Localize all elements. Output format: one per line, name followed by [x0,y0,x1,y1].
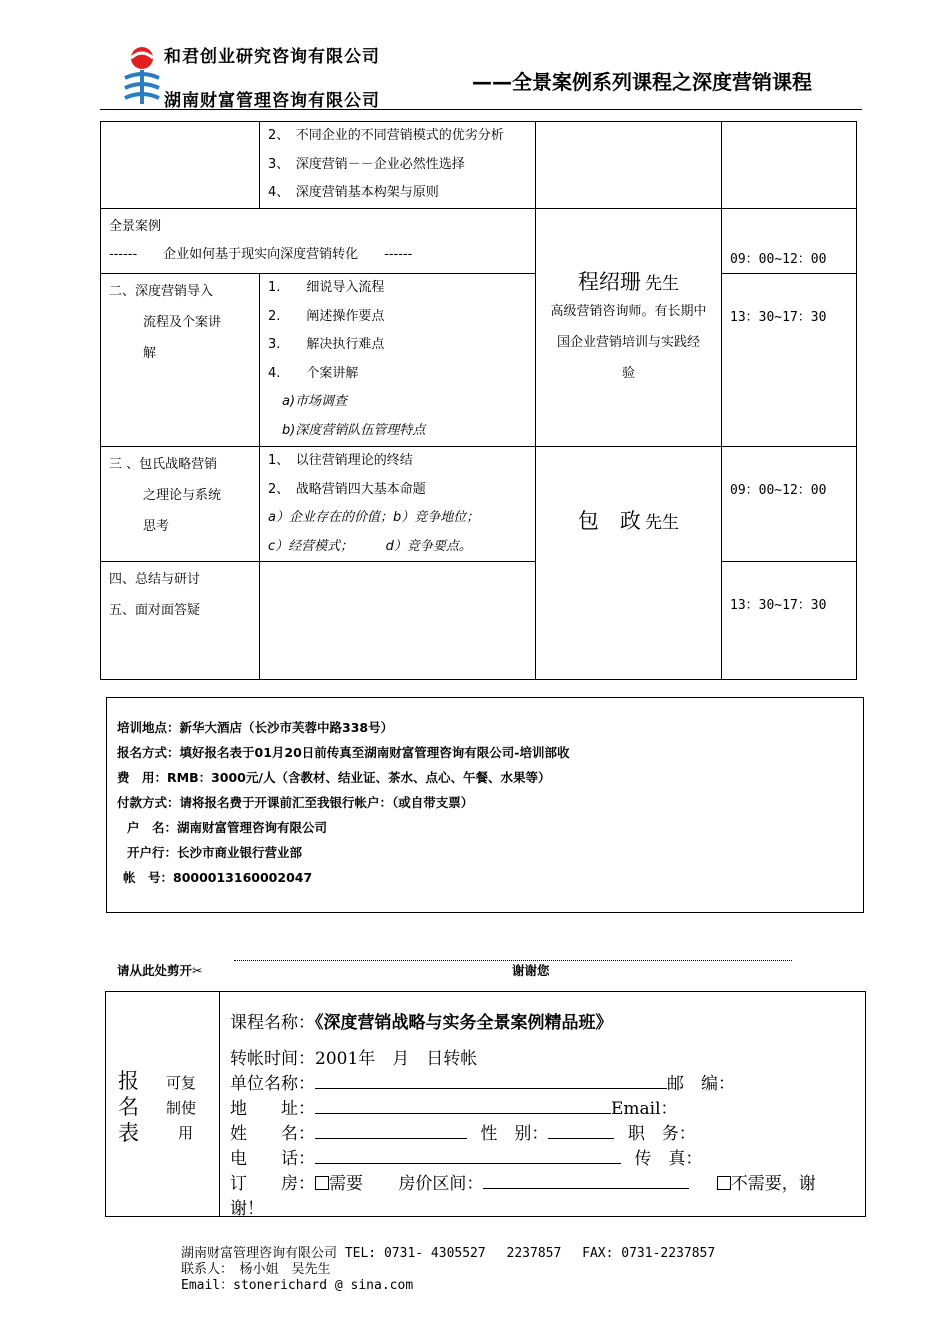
price-range-field[interactable] [483,1172,689,1189]
time-cell: 13：30~17：30 [722,274,857,447]
time-cell: 09：00~12：00 [722,447,857,562]
list-item: 2、 战略营销四大基本命题 [268,481,426,497]
company-name-2: 湖南财富管理咨询有限公司 [164,91,380,111]
phone-field[interactable] [315,1147,621,1164]
thanks-label: 谢谢您 [512,963,550,978]
fee: 费 用：RMB：3000元/人（含教材、结业证、茶水、点心、午餐、水果等） [117,770,551,785]
teacher-cell [536,209,722,447]
room-row: 订 房： 需要 房价区间： 不需要，谢 [230,1174,816,1194]
teacher-cell [536,447,722,680]
footer-email: Email：stonerichard @ sina.com [181,1278,414,1293]
header-rule [100,109,862,110]
session-title: 四、总结与研讨 五、面对面答疑 [101,562,260,680]
list-item: 1. 细说导入流程 [268,280,385,295]
account-number: 帐 号：8000013160002047 [123,870,313,885]
teacher-desc: 验 [621,366,635,381]
company-name-1: 和君创业研究咨询有限公司 [164,47,380,67]
form-side-note: 可复 制使 用 [166,1074,197,1142]
no-need-checkbox[interactable] [717,1176,731,1190]
table-row [101,274,857,447]
time-cell: 13：30~17：30 [722,562,857,680]
payment-method: 付款方式：请将报名费于开课前汇至我银行帐户：（或自带支票） [117,795,474,810]
course-name: 《深度营销战略与实务全景案例精品班》 [315,1013,613,1033]
bank-name: 开户行：长沙市商业银行营业部 [127,845,303,860]
footer-contact-person: 联系人： 杨小姐 吴先生 [181,1262,331,1277]
case-subtitle: ------ 企业如何基于现实向深度营销转化 ------ [109,247,413,262]
registration-form [105,991,866,1217]
list-item: a）企业存在的价值；b）竞争地位； [268,510,480,525]
teacher-desc: 高级营销咨询师。有长期中 [550,304,707,319]
schedule-table [100,121,857,680]
list-item: 2、 不同企业的不同营销模式的优劣分析 [268,128,504,143]
course-series-title: ——全景案例系列课程之深度营销课程 [472,70,812,94]
account-name: 户 名：湖南财富管理咨询有限公司 [127,820,328,835]
table-row [101,447,857,562]
company-logo [122,44,162,106]
footer-contact: 湖南财富管理咨询有限公司 TEL: 0731- 4305527 2237857 FAX: 0731-2237857 [181,1246,716,1261]
thanks-end: 谢！ [230,1199,264,1219]
row-items [260,274,536,447]
teacher-name: 程绍珊 [577,270,641,294]
table-row [101,562,857,680]
course-name-row: 课程名称：《深度营销战略与实务全景案例精品班》 [230,1013,613,1033]
form-side-title: 报 名 表 [118,1069,139,1145]
name-field[interactable] [315,1122,467,1139]
list-item: 3、 深度营销－－企业必然性选择 [268,156,465,172]
session-title: 三 、包氏战略营销 之理论与系统 思考 [101,447,260,562]
case-title: 全景案例 [109,219,162,234]
list-item: 1、 以往营销理论的终结 [268,453,413,468]
teacher-desc: 国企业营销培训与实践经 [556,335,700,350]
table-row [101,122,857,209]
training-location: 培训地点：新华大酒店（长沙市芙蓉中路338号） [117,720,394,735]
list-item: 4、 深度营销基本构架与原则 [268,185,439,200]
list-item: c）经营模式； d）竞争要点。 [268,538,472,554]
teacher-name: 包 政 [577,509,641,533]
case-title-cell [101,209,536,274]
row-items [260,122,536,209]
unit-row: 单位名称： 邮 编： [230,1074,735,1094]
phone-row: 电 话： 传 真： [230,1149,703,1169]
row-items [260,447,536,562]
list-item: b)深度营销队伍管理特点 [282,422,426,438]
list-item: 2. 阐述操作要点 [268,308,385,324]
teacher-title: 先生 [645,513,680,533]
gender-field[interactable] [548,1122,614,1139]
teacher-title: 先生 [645,274,680,294]
transfer-time: 转帐时间：2001年 月 日转帐 [230,1049,478,1069]
address-field[interactable] [315,1097,611,1114]
need-checkbox[interactable] [315,1176,329,1190]
cut-here-label: 请从此处剪开✂ [117,963,203,978]
list-item: 4. 个案讲解 [268,365,359,381]
list-item: a)市场调查 [282,394,348,409]
table-row [101,209,857,274]
time-cell: 09：00~12：00 [722,209,857,274]
session-title: 二、深度营销导入 流程及个案讲 解 [101,274,260,447]
training-info-box [106,697,864,913]
registration-method: 报名方式：填好报名表于01月20日前传真至湖南财富管理咨询有限公司-培训部收 [117,745,570,760]
name-row: 姓 名： 性 别： 职 务： [230,1124,696,1144]
list-item: 3. 解决执行难点 [268,337,385,352]
unit-field[interactable] [315,1072,667,1089]
address-row: 地 址： Email： [230,1099,678,1119]
